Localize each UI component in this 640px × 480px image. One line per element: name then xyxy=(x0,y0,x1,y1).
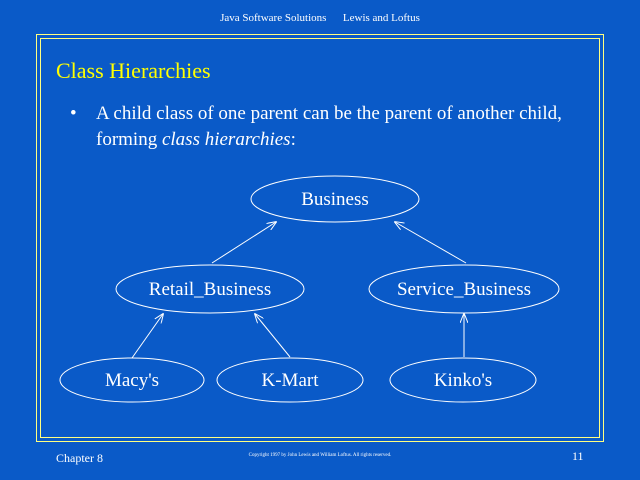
slide-header: Java Software Solutions Lewis and Loftus xyxy=(220,12,420,24)
node-retail-business-label: Retail_Business xyxy=(148,279,272,300)
node-service-business xyxy=(369,265,559,313)
bullet-text-after: : xyxy=(290,129,296,150)
node-kinkos-label: Kinko's xyxy=(433,370,493,391)
node-kmart-label: K-Mart xyxy=(261,370,319,391)
node-kmart xyxy=(217,358,363,402)
edge-macys-to-retail xyxy=(132,314,163,358)
node-retail-business xyxy=(116,265,304,313)
node-business xyxy=(251,176,419,222)
node-macys-label: Macy's xyxy=(104,370,160,391)
bullet-marker: • xyxy=(70,103,77,124)
bullet-text-italic: class hierarchies xyxy=(161,129,291,150)
node-kinkos xyxy=(390,358,536,402)
slide-title: Class Hierarchies xyxy=(56,58,211,83)
footer-chapter: Chapter 8 xyxy=(56,451,103,465)
node-macys xyxy=(60,358,204,402)
edge-retail-to-business xyxy=(212,222,276,263)
footer-page-number: 11 xyxy=(572,449,584,463)
footer-copyright: Copyright 1997 by John Lewis and William Loftus. All rights reserved. xyxy=(248,453,392,458)
node-business-label: Business xyxy=(301,189,369,210)
edge-service-to-business xyxy=(395,222,466,263)
edge-kmart-to-retail xyxy=(255,314,290,357)
node-service-business-label: Service_Business xyxy=(396,279,532,300)
bullet-text-before: A child class of one parent can be the parent of another child, forming xyxy=(96,103,562,150)
